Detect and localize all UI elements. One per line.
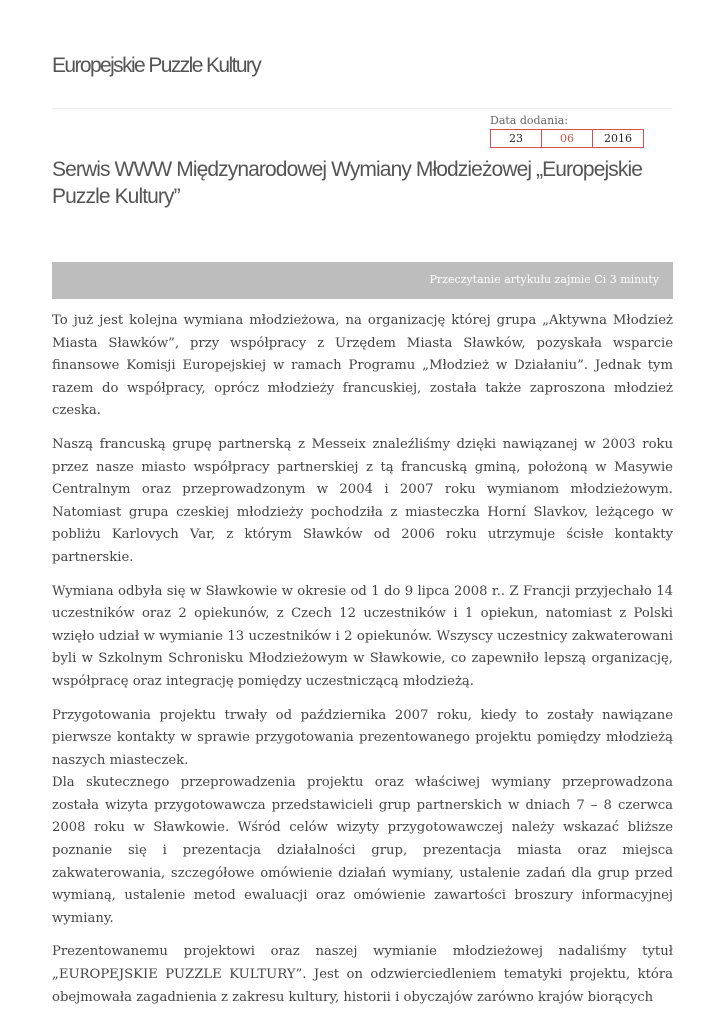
article-paragraph: Dla skutecznego przeprowadzenia projektu oraz właściwej wymiany przeprowadzona została wizyta przygotowawcza przedstawicieli grup partnerskich w dniach 7 – 8 czerwca 2008 roku w Sławkowie. Wśród celów wizyty przygotowawczej należy wskazać bliższe poznanie się i prezentacja działalności grup, prezentacja miasta oraz miejsca zakwaterowania, szczegółowe omówienie działań wymiany, ustalenie zadań dla grup przed wymianą, ustalenie metod ewaluacji oraz omówienie zawartości broszury informacyjnej wymiany. — [52, 775, 673, 926]
date-label: Data dodania: — [490, 114, 568, 127]
reading-time-bar — [52, 262, 673, 299]
header-divider — [52, 108, 673, 109]
article-paragraph: Wymiana odbyła się w Sławkowie w okresie od 1 do 9 lipca 2008 r.. Z Francji przyjechało 14 uczestników oraz 2 opiekunów, z Czech 12 uczestników i 1 opiekun, natomiast z Polski wzięło udział w wymianie 13 uczestników i 2 opiekunów. Wszyscy uczestnicy zakwaterowani byli w Szkolnym Schronisku Młodzieżowym w Sławkowie, co zapewniło lepszą organizację, współpracę oraz integrację pomiędzy uczestniczącą młodzieżą. — [52, 583, 673, 689]
article-title: Serwis WWW Międzynarodowej Wymiany Młodzieżowej „Europejskie Puzzle Kultury” — [52, 158, 642, 208]
date-boxes — [490, 129, 644, 148]
date-month: 06 — [541, 130, 592, 147]
article-paragraph: To już jest kolejna wymiana młodzieżowa, na organizację której grupa „Aktywna Młodzież Miasta Sławków”, przy współpracy z Urzędem Miasta Sławków, pozyskała wsparcie finansowe Komisji Europejskiej w ramach Programu „Młodzież w Działaniu”. Jednak tym razem do współpracy, oprócz młodzieży francuskiej, została także zaproszona młodzież czeska. — [52, 313, 673, 419]
article-body — [52, 310, 673, 1020]
site-title[interactable]: Europejskie Puzzle Kultury — [52, 54, 261, 77]
article-paragraph: Naszą francuską grupę partnerską z Messeix znaleźliśmy dzięki nawiązanej w 2003 roku przez nasze miasto współpracy partnerskiej z tą francuską gminą, położoną w Masywie Centralnym oraz przeprowadzonym w 2004 i 2007 roku wymianom młodzieżowym. Natomiast grupa czeskiej młodzieży pochodziła z miasteczka Horní Slavkov, leżącego w pobliżu Karlovych Var, z którym Sławków od 2006 roku utrzymuje ścisłe kontakty partnerskie. — [52, 436, 673, 565]
date-added — [490, 114, 644, 148]
article-paragraph: Przygotowania projektu trwały od października 2007 roku, kiedy to zostały nawiązane pierwsze kontakty w sprawie przygotowania prezentowanego projektu pomiędzy młodzieżą naszych miasteczek. — [52, 707, 673, 768]
article-paragraph: Prezentowanemu projektowi oraz naszej wymianie młodzieżowej nadaliśmy tytuł „EUROPEJSKIE PUZZLE KULTURY”. Jest on odzwierciedleniem tematyki projektu, która obejmowała zagadnienia z zakresu kultury, historii i obyczajów zarówno krajów biorących — [52, 944, 673, 1005]
reading-time-text: Przeczytanie artykułu zajmie Ci 3 minuty — [429, 273, 659, 286]
date-day: 23 — [509, 132, 523, 145]
date-year: 2016 — [592, 130, 643, 147]
